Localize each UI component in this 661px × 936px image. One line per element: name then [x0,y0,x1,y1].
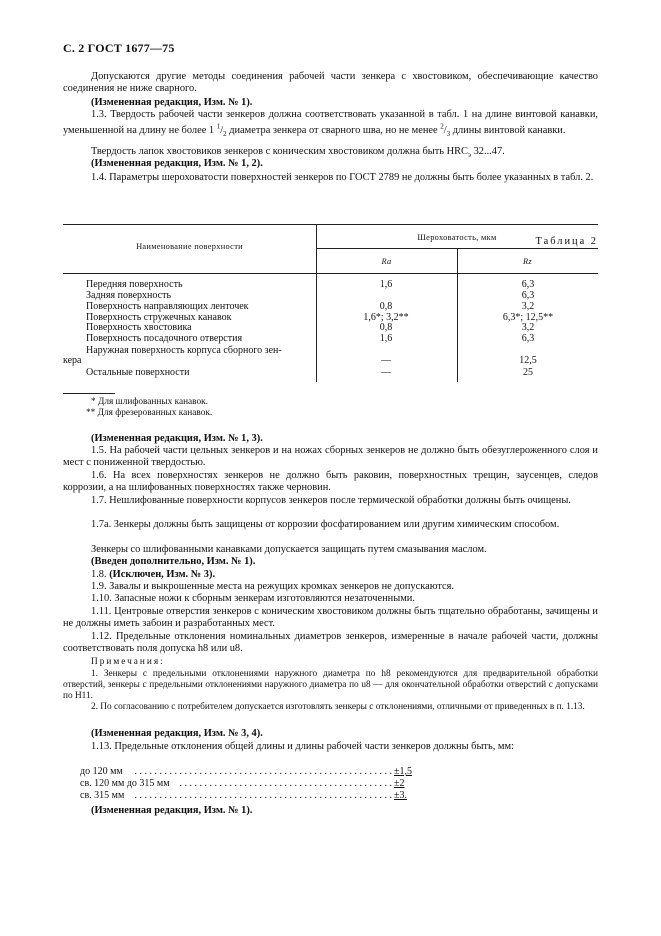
table-cell-name: Передняя поверхность [86,279,183,290]
footnote-2: ** Для фрезерованных канавок. [86,408,213,418]
paragraph-1-9: 1.9. Завалы и выкрошенные места на режущих кромках зенкеров не допускаются. [91,581,454,592]
table-cell-rz: 3,2 [521,301,535,312]
table-cell-name: кера [63,355,82,366]
paragraph-1-2-cont: Допускаются другие методы соединения рабочей части зенкера с хвостовиком, обеспечивающие качество соединения не ниже сварного. [63,71,598,94]
table-col-ra-header: Ra [381,257,392,266]
dot-leader: . . . . . . . . . . . . . . . . . . . . . . . . . . . . . . . . . . . . . . . . . . . . . . . . . . . . [132,766,392,777]
length-label: св. 315 мм [80,790,125,801]
edit-note-3: (Измененная редакция, Изм. № 1, 3). [91,433,263,444]
table-cell-name: Поверхность посадочного отверстия [86,333,243,344]
table-row [0,290,661,301]
paragraph-1-12: 1.12. Предельные отклонения номинальных диаметров зенкеров, измеренные в начале рабочей части, должны соответствовать поля допуска h8 или u8. [63,631,598,654]
paragraph-1-6: 1.6. На всех поверхностях зенкеров не должно быть раковин, поверхностных трещин, заусенцев, следов коррозии, а на шлифованных поверхностях также черновин. [63,470,598,493]
table-cell-name: Остальные поверхности [86,367,190,378]
paragraph-1-13: 1.13. Предельные отклонения общей длины и длины рабочей части зенкеров должны быть, мм: [91,741,514,752]
table-cell-name: Наружная поверхность корпуса сборного зен- [86,345,282,356]
paragraph-1-5: 1.5. На рабочей части цельных зенкеров и на ножах сборных зенкеров не должно быть обезуглероженного слоя и мест с пониженной твердостью. [63,445,598,468]
paragraph-1-3-b: Твердость лапок хвостовиков зенкеров с коническим хвостовиком должна быть $HRC_э$ 32...47. [91,146,505,160]
paragraph-1-8 [63,569,598,581]
table-col-group-header: Шероховатость, мкм [417,233,497,242]
table-header-border [63,273,598,274]
edit-note-2: (Измененная редакция, Изм. № 1, 2). [91,158,263,169]
table-cell-name: Поверхность направляющих ленточек [86,301,249,312]
length-value: ±2 [394,778,405,789]
table-col-rz-header: Rz [523,257,532,266]
paragraph-1-8-num: 1.8. [91,569,107,580]
table-top-border [63,224,598,225]
table-cell-rz: 6,3 [521,290,535,301]
edit-note-6: (Измененная редакция, Изм. № 1). [91,805,253,816]
table-cell-name: Поверхность хвостовика [86,322,192,333]
table-cell-name: Задняя поверхность [86,290,172,301]
page-header: С. 2 ГОСТ 1677—75 [63,41,175,55]
table-cell-ra: 0,8 [379,322,393,333]
table-row [0,355,661,366]
table-row [0,322,661,333]
table-cell-rz: 3,2 [521,322,535,333]
table-row [0,333,661,344]
paragraph-1-7: 1.7. Нешлифованные поверхности корпусов зенкеров после термической обработки должны быть очищены. [91,495,571,506]
length-label: св. 120 мм до 315 мм [80,778,170,789]
paragraph-1-7a: 1.7а. Зенкеры должны быть защищены от коррозии фосфатированием или другим химическим способом. [91,519,560,530]
paragraph-1-4: 1.4. Параметры шероховатости поверхностей зенкеров по ГОСТ 2789 не должны быть более указанных в табл. 2. [91,172,594,183]
table-row [0,301,661,312]
table-cell-rz: 6,3*; 12,5** [502,312,554,323]
table-cell-ra: 1,6 [379,279,393,290]
table-cell-ra: 1,6 [379,333,393,344]
edit-note-1: (Измененная редакция, Изм. № 1). [91,97,253,108]
paragraph-1-3-text: 1.3. Твердость рабочей части зенкеров должна соответствовать указанной в табл. 1 на длине винтовой канавки, уменьшенной на длину не более 1 $^1/_2$ диаметра зенкера от сварного шва, но не менее $^2/_3$ длины винтовой канавки. [63,109,598,139]
table-cell-ra: — [381,367,391,378]
length-value: ±1,5 [394,766,412,777]
table-cell-ra: 0,8 [379,301,393,312]
table-cell-rz: 6,3 [521,279,535,290]
paragraph-1-10: 1.10. Запасные ножи к сборным зенкерам изготовляются незаточенными. [91,593,415,604]
length-label: до 120 мм [80,766,123,777]
table-col-name-header: Наименование поверхности [136,242,243,251]
note-1: 1. Зенкеры с предельными отклонениями наружного диаметра по h8 рекомендуются для предварительной обработки отверстий, зенкеры с предельными отклонениями наружного диаметра по u8 — для окончательной обработки отверстий с допусками по H11. [63,669,598,701]
table-cell-rz: 12,5 [519,355,537,366]
table-row [0,279,661,290]
edit-note-5: (Измененная редакция, Изм. № 3, 4). [91,728,263,739]
table-cell-name: Поверхность стружечных канавок [86,312,232,323]
table-caption: Таблица 2 [535,236,598,247]
paragraph-1-7b: Зенкеры со шлифованными канавками допускается защищать путем смазывания маслом. [91,544,487,555]
footnote-separator [63,393,115,394]
table-row [0,367,661,378]
paragraph-1-3 [63,109,598,141]
notes-title: Примечания: [91,657,165,667]
table-cell-ra: 1,6*; 3,2** [363,312,409,323]
note-2: 2. По согласованию с потребителем допускается изготовлять зенкеры с отклонениями, отличными от приведенных в п. 1.13. [91,702,585,712]
footnote-1: * Для шлифованных канавок. [91,397,208,407]
edit-note-4: (Введен дополнительно, Изм. № 1). [91,556,256,567]
table-cell-rz: 6,3 [521,333,535,344]
dot-leader: . . . . . . . . . . . . . . . . . . . . . . . . . . . . . . . . . . . . . . . . . . . . . . . . . . . . [132,790,392,801]
paragraph-1-8-text: (Исключен, Изм. № 3). [109,569,216,580]
length-value: ±3. [394,790,407,801]
paragraph-1-11: 1.11. Центровые отверстия зенкеров с коническим хвостовиком должны быть тщательно обработаны, зачищены и не должны иметь забоин и разработанных мест. [63,606,598,629]
table-cell-rz: 25 [523,367,533,378]
dot-leader: . . . . . . . . . . . . . . . . . . . . . . . . . . . . . . . . . . . . . . . . . . . [177,778,392,789]
table-cell-ra: — [381,355,391,366]
